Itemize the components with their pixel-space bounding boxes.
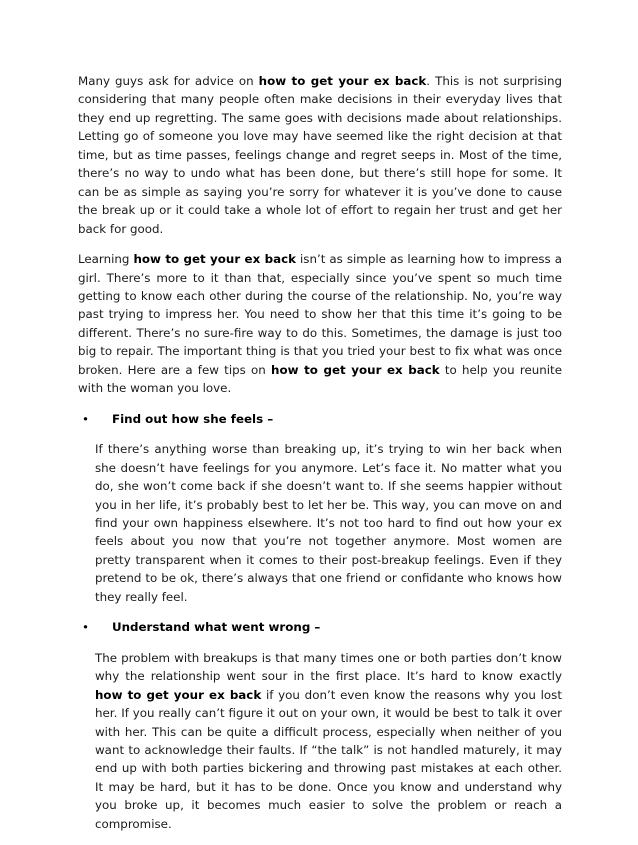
bullet-heading: Understand what went wrong –	[112, 620, 321, 635]
bullet-icon: •	[82, 620, 89, 635]
bullet-understand-wrong	[78, 618, 562, 636]
keyword-link: how to get your ex back	[271, 362, 440, 377]
feelings-paragraph: If there’s anything worse than breaking up, it’s trying to win her back when she doesn’t have feelings for you anymore. Let’s face it. No matter what you do, she won’t come back if she doesn’t want to. If she seems happier without you in her life, it’s probably best to let her be. This way, you can move on and find your own happiness elsewhere. It’s not too hard to find out how your ex feels about you now that you’re not together anymore. Most women are pretty transparent when it comes to their post-breakup feelings. Even if they pretend to be ok, there’s always that one friend or confidante who knows how they really feel.	[95, 442, 562, 604]
keyword-link: how to get your ex back	[133, 252, 296, 267]
bullet-heading: Find out how she feels –	[112, 411, 274, 426]
learning-paragraph: Learning how to get your ex back isn’t as simple as learning how to impress a girl. There’s more to it than that, especially since you’ve spent so much time getting to know each other during the course of the relationship. No, you’re way past trying to impress her. You need to show her that this time it’s going to be different. There’s no sure-fire way to do this. Sometimes, the damage is just too big to repair. The important thing is that you tried your best to fix what was once broken. Here are a few tips on how to get your ex back to help you reunite with the woman you love.	[78, 252, 562, 396]
document-page	[78, 72, 562, 845]
keyword-link: how to get your ex back	[258, 74, 427, 88]
wrong-paragraph: The problem with breakups is that many times one or both parties don’t know why the relationship went sour in the first place. It’s hard to know exactly how to get your ex back if you don’t even know the reasons why you lost her. If you really can’t figure it out on your own, it would be best to talk it over with her. This can be quite a difficult process, especially when neither of you want to acknowledge their faults. If “the talk” is not handled maturely, it may end up with both parties bickering and throwing past mistakes at each other. It may be hard, but it has to be done. Once you know and understand why you broke up, it becomes much easier to solve the problem or reach a compromise.	[95, 650, 562, 831]
keyword-link: how to get your ex back	[95, 687, 262, 702]
bullet-icon: •	[82, 411, 89, 426]
intro-paragraph: Many guys ask for advice on how to get your ex back. This is not surprising considering that many people often make decisions in their everyday lives that they end up regretting. The same goes with decisions made about relationships. Letting go of someone you love may have seemed like the right decision at that time, but as time passes, feelings change and regret seeps in. Most of the time, there’s no way to undo what has been done, but there’s still hope for some. It can be as simple as saying you’re sorry for whatever it is you’ve done to cause the break up or it could take a whole lot of effort to regain her trust and get her back for good.	[78, 74, 562, 236]
bullet-find-out-feelings	[78, 410, 562, 428]
